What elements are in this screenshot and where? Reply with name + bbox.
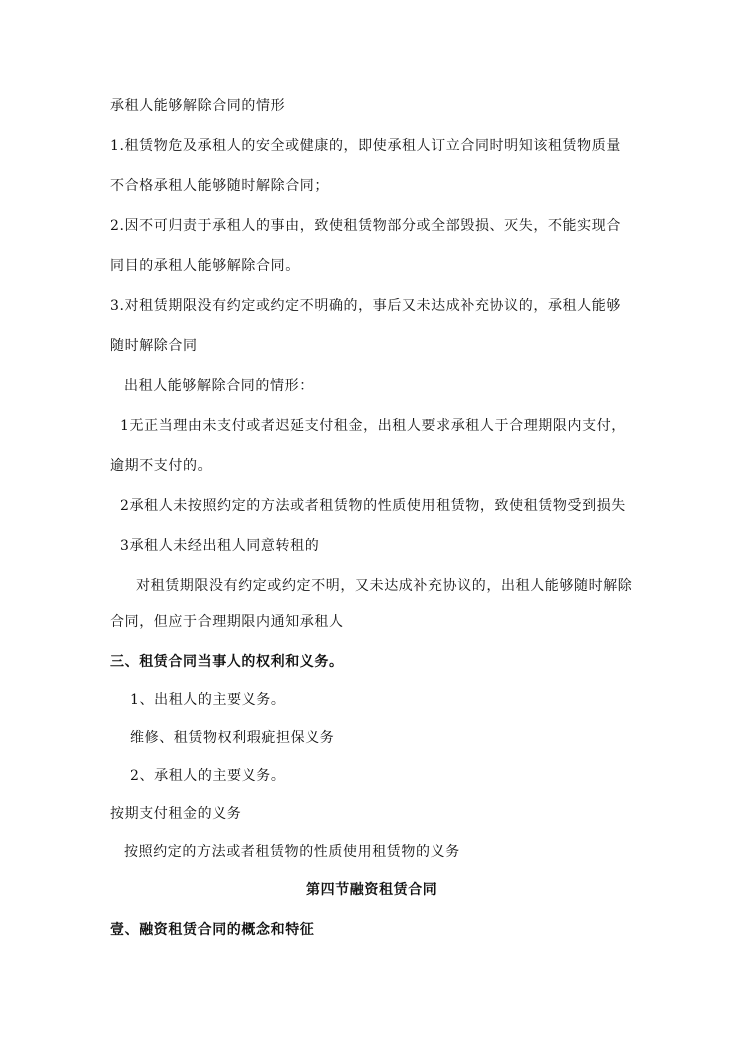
text-line-12: 3承租人未经出租人同意转租的 [120, 538, 320, 554]
section-heading: 三、租赁合同当事人的权利和义务。 [110, 654, 344, 670]
text-line-14: 合同，但应于合理期限内通知承租人 [110, 614, 344, 630]
text-line-19: 按期支付租金的义务 [110, 806, 242, 822]
text-line-6: 3.对租赁期限没有约定或约定不明确的，事后又未达成补充协议的，承租人能够 [110, 298, 621, 314]
text-line-11: 2承租人未按照约定的方法或者租赁物的性质使用租赁物，致使租赁物受到损失 [120, 498, 626, 514]
text-line-13: 对租赁期限没有约定或约定不明，又未达成补充协议的，出租人能够随时解除 [136, 578, 633, 594]
text-line-3: 不合格承租人能够随时解除合同； [110, 178, 329, 194]
text-line-8: 出租人能够解除合同的情形： [124, 378, 314, 394]
text-line-4: 2.因不可归责于承租人的事由，致使租赁物部分或全部毁损、灭失，不能实现合 [110, 218, 621, 234]
text-line-10: 逾期不支付的。 [110, 458, 213, 474]
text-line-17: 维修、租赁物权利瑕疵担保义务 [130, 730, 335, 746]
text-line-5: 同目的承租人能够解除合同。 [110, 258, 300, 274]
text-line-16: 1、出租人的主要义务。 [130, 692, 286, 708]
text-line-1: 承租人能够解除合同的情形 [110, 98, 286, 114]
chapter-heading: 第四节融资租赁合同 [306, 882, 438, 898]
subsection-heading: 壹、融资租赁合同的概念和特征 [110, 922, 315, 938]
text-line-7: 随时解除合同 [110, 338, 198, 354]
text-line-9: 1无正当理由未支付或者迟延支付租金，出租人要求承租人于合理期限内支付， [120, 418, 626, 434]
text-line-2: 1.租赁物危及承租人的安全或健康的，即使承租人订立合同时明知该租赁物质量 [110, 138, 621, 154]
text-line-20: 按照约定的方法或者租赁物的性质使用租赁物的义务 [124, 844, 460, 860]
text-line-18: 2、承租人的主要义务。 [130, 768, 286, 784]
